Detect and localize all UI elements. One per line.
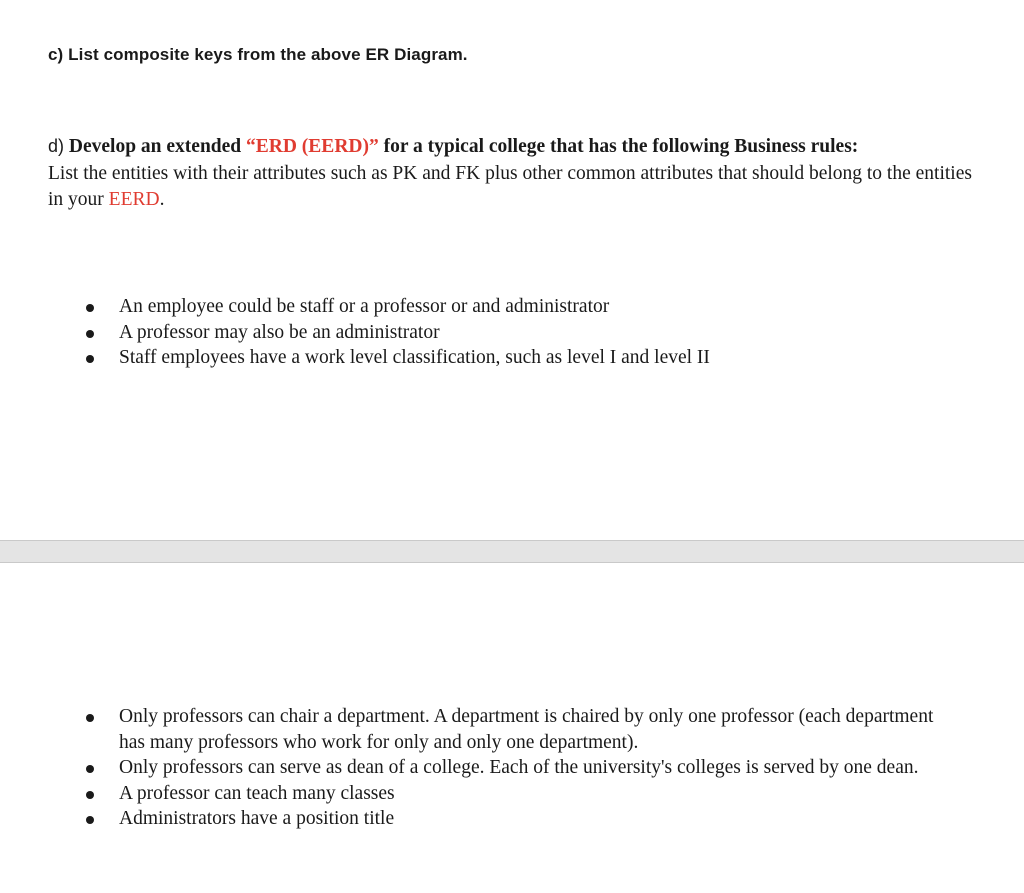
question-d-bold-before: Develop an extended bbox=[68, 136, 247, 157]
list-item bbox=[0, 320, 949, 346]
bullet-icon bbox=[86, 330, 94, 338]
list-item-text: Staff employees have a work level classification, such as level I and level II bbox=[119, 347, 710, 369]
question-d-body-end: . bbox=[159, 189, 165, 210]
question-d-eerd-term: “ERD (EERD)” bbox=[246, 136, 379, 157]
bullet-icon bbox=[86, 816, 94, 824]
list-item bbox=[0, 806, 949, 832]
bullet-icon bbox=[86, 355, 94, 363]
question-d-bold-after: for a typical college that has the following Business rules: bbox=[378, 136, 859, 157]
list-item-text: Administrators have a position title bbox=[119, 808, 395, 830]
question-d-body-eerd: EERD bbox=[108, 189, 160, 210]
bullet-icon bbox=[86, 791, 94, 799]
page-separator bbox=[0, 540, 1024, 563]
question-c-heading: c) List composite keys from the above ER Diagram. bbox=[48, 45, 468, 64]
list-item bbox=[0, 781, 949, 807]
list-item bbox=[0, 345, 949, 371]
list-item bbox=[0, 704, 949, 755]
list-item-text: An employee could be staff or a professor or and administrator bbox=[119, 296, 610, 317]
list-item-text: A professor may also be an administrator bbox=[119, 321, 440, 343]
business-rules-list-2 bbox=[0, 704, 949, 832]
bullet-icon bbox=[86, 304, 94, 312]
question-d-label: d) bbox=[48, 136, 65, 156]
list-item-text: A professor can teach many classes bbox=[119, 782, 395, 804]
list-item-text: Only professors can chair a department. A department is chaired by only one professor (each department has many professors who work for only and only one department). bbox=[119, 706, 934, 753]
business-rules-list-1 bbox=[0, 294, 949, 371]
question-d-paragraph bbox=[48, 133, 978, 214]
list-item-text: Only professors can serve as dean of a college. Each of the university's colleges is served by one dean. bbox=[119, 757, 919, 779]
list-item bbox=[0, 755, 949, 781]
bullet-icon bbox=[86, 714, 94, 722]
bullet-icon bbox=[86, 765, 94, 773]
list-item bbox=[0, 294, 949, 320]
question-d-body: List the entities with their attributes such as PK and FK plus other common attributes that should belong to the entities in your bbox=[48, 162, 972, 210]
